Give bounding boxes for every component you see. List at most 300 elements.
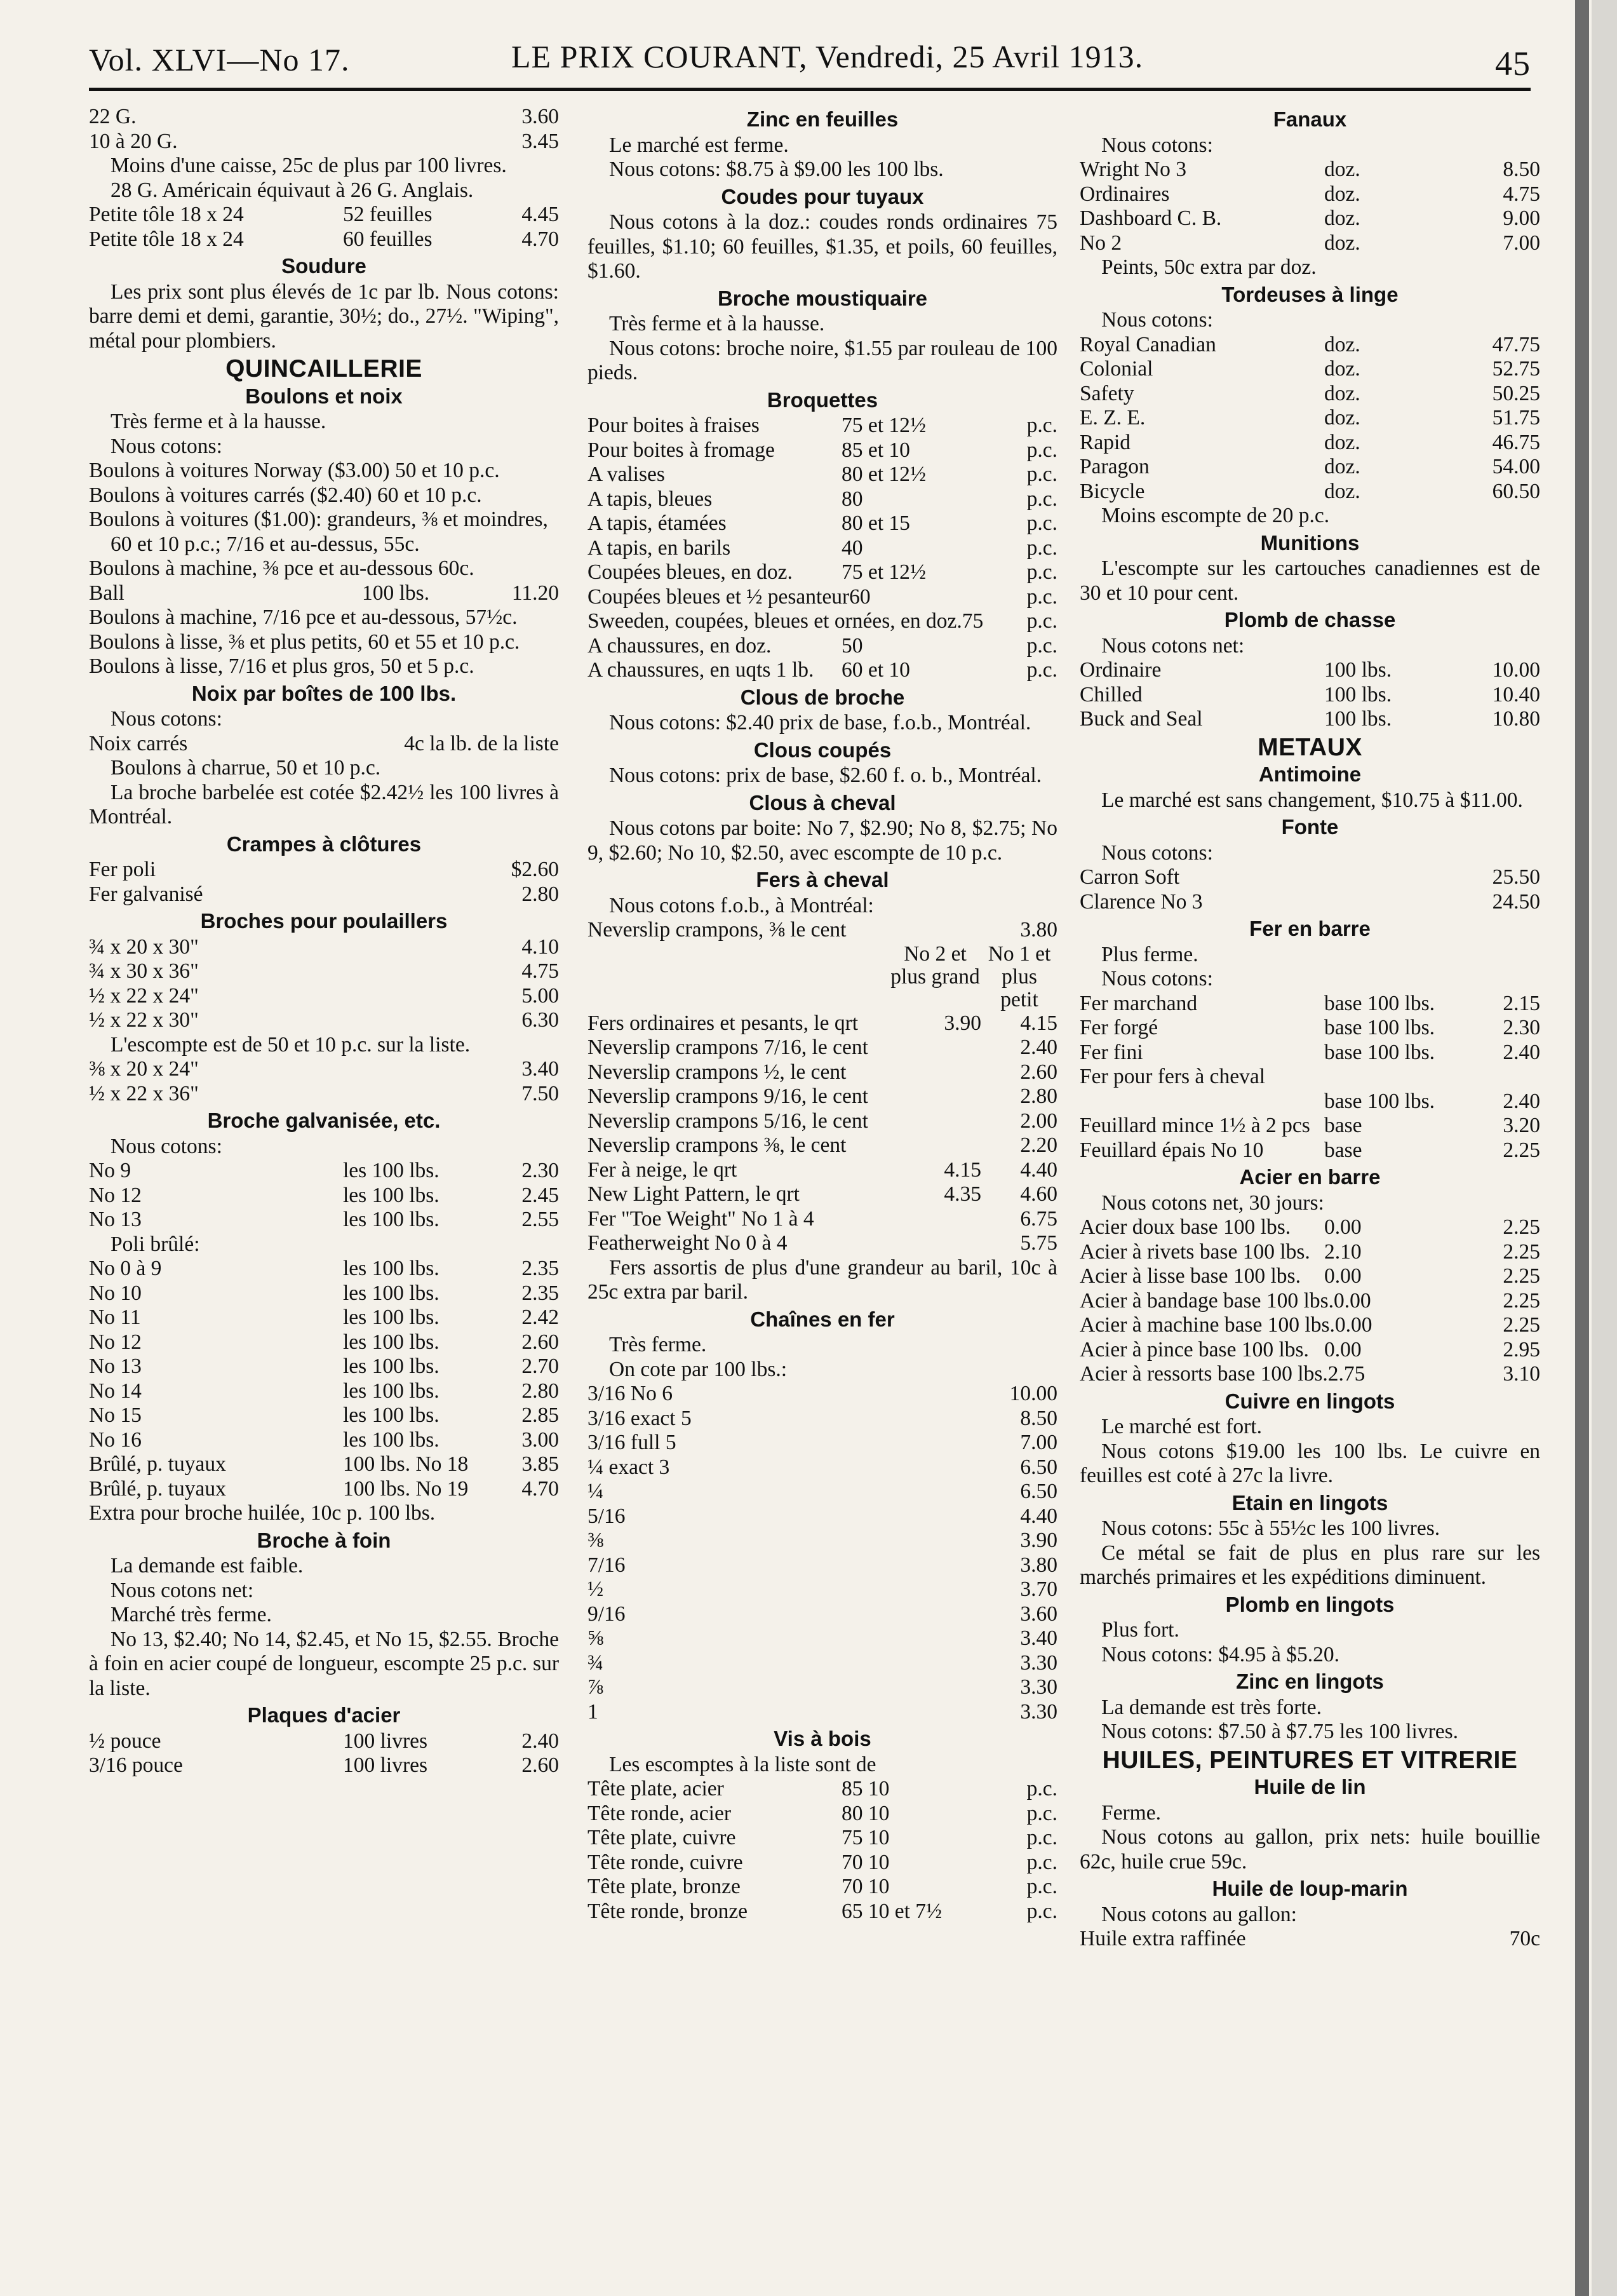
row-label: ¾ xyxy=(587,1651,604,1675)
row-label: ½ xyxy=(587,1577,604,1601)
table-row xyxy=(89,1354,559,1379)
section-title-fers-cheval: Fers à cheval xyxy=(756,868,889,891)
top-price-rows xyxy=(89,105,559,154)
noix-row xyxy=(89,732,559,757)
row-value: 10.40 xyxy=(1492,682,1540,706)
row-value: 3.45 xyxy=(521,129,559,153)
row-mid: base 100 lbs. xyxy=(1324,1040,1435,1064)
row-mid: 80 et 12½ xyxy=(842,463,927,486)
row-value: 60.50 xyxy=(1492,479,1540,503)
row-value: 2.55 xyxy=(521,1208,559,1231)
row-value: p.c. xyxy=(1026,1899,1057,1923)
list-item: Boulons à voitures carrés ($2.40) 60 et 10 p.c. xyxy=(89,483,482,507)
table-row xyxy=(89,1379,559,1404)
table-row xyxy=(587,487,1057,512)
row-label: A valises xyxy=(587,463,665,486)
row-mid: les 100 lbs. xyxy=(343,1354,439,1378)
row-value: 5.00 xyxy=(521,983,559,1008)
row-value: 6.50 xyxy=(1020,1480,1057,1503)
table-row xyxy=(1080,1289,1540,1314)
row-mid: 0.00 xyxy=(1324,1215,1362,1239)
chaines-intro xyxy=(587,1333,1057,1382)
row-value: 3.90 xyxy=(1020,1529,1057,1552)
table-row xyxy=(1080,992,1540,1016)
row-value: 3.60 xyxy=(1020,1602,1057,1626)
row-mid: 0.00 xyxy=(1324,1337,1362,1361)
moustiquaire-text xyxy=(587,312,1057,386)
row-value: 2.25 xyxy=(1503,1313,1540,1337)
text-line: Nous cotons: 55c à 55½c les 100 livres. xyxy=(1101,1516,1440,1540)
table-row xyxy=(587,1480,1057,1504)
row-value: 4.70 xyxy=(521,227,559,251)
row-value-1 xyxy=(889,1060,981,1085)
table-row xyxy=(89,1477,559,1502)
row-value-2: 2.40 xyxy=(1020,1036,1057,1059)
section-title-moustiquaire: Broche moustiquaire xyxy=(717,286,928,310)
section-title-coudes: Coudes pour tuyaux xyxy=(721,184,924,208)
row-label: Wright No 3 xyxy=(1080,158,1186,181)
row-label: Neverslip crampons 7/16, le cent xyxy=(587,1036,868,1059)
row-value: 2.15 xyxy=(1503,991,1540,1015)
row-label: Acier à machine base 100 lbs. xyxy=(1080,1313,1335,1337)
row-value: 3.80 xyxy=(1020,918,1057,942)
zinc-lingots-text xyxy=(1080,1696,1540,1745)
plomb-chasse-rows xyxy=(1080,658,1540,732)
table-row xyxy=(587,1109,1057,1134)
row-value: 4.10 xyxy=(521,935,559,959)
row-label: ½ x 22 x 36" xyxy=(89,1081,199,1105)
row-value: 2.30 xyxy=(1503,1016,1540,1039)
row-mid: 40 xyxy=(842,536,863,560)
row-mid: 100 lbs. No 18 xyxy=(343,1452,469,1476)
section-title-plomb-chasse: Plomb de chasse xyxy=(1224,608,1396,631)
row-value: 2.70 xyxy=(521,1354,559,1378)
table-row xyxy=(1080,865,1540,890)
row-mid: les 100 lbs. xyxy=(343,1257,439,1280)
table-row xyxy=(587,1826,1057,1851)
row-label: Feuillard épais No 10 xyxy=(1080,1138,1264,1162)
fers-header-col-2: No 1 et plus petit xyxy=(988,942,1051,1011)
row-value: p.c. xyxy=(1026,609,1057,633)
table-row xyxy=(1080,1215,1540,1240)
section-title-foin: Broche à foin xyxy=(257,1528,391,1552)
row-mid: 75 et 12½ xyxy=(842,560,927,584)
table-row xyxy=(89,1057,559,1082)
row-label: A chaussures, en uqts 1 lb. xyxy=(587,658,814,682)
table-row xyxy=(1080,231,1540,256)
row-value: 46.75 xyxy=(1492,430,1540,454)
row-value: 3.30 xyxy=(1020,1675,1057,1699)
row-label: No 15 xyxy=(89,1403,142,1427)
fer-fers-row xyxy=(1080,1090,1540,1114)
row-value: 2.95 xyxy=(1503,1337,1540,1361)
table-row xyxy=(1080,707,1540,732)
row-mid: les 100 lbs. xyxy=(343,1281,439,1305)
row-label: Fer poli xyxy=(89,858,156,881)
text-line: Ferme. xyxy=(1101,1800,1161,1825)
text-line: La demande est très forte. xyxy=(1101,1695,1322,1719)
text-line: Nous cotons: $8.75 à $9.00 les 100 lbs. xyxy=(609,158,944,181)
row-label: No 9 xyxy=(89,1159,131,1182)
row-value-1 xyxy=(889,1084,981,1109)
column-2 xyxy=(587,105,1057,2278)
row-mid: les 100 lbs. xyxy=(343,1379,439,1403)
list-item: Boulons à lisse, ⅜ et plus petits, 60 et 55 et 10 p.c. xyxy=(89,630,520,654)
section-title-loup-marin: Huile de loup-marin xyxy=(1212,1877,1408,1900)
table-row xyxy=(587,1602,1057,1627)
row-value: 11.20 xyxy=(511,581,559,605)
row-mid: doz. xyxy=(1324,182,1360,206)
row-mid: 60 xyxy=(849,584,871,609)
row-label: Neverslip crampons 5/16, le cent xyxy=(587,1109,868,1133)
row-value: 2.35 xyxy=(521,1281,559,1305)
table-row xyxy=(89,130,559,154)
table-row xyxy=(587,1651,1057,1676)
munitions-text: L'escompte sur les cartouches canadiennes est de 30 et 10 pour cent. xyxy=(1080,557,1540,605)
fers-first-row xyxy=(587,918,1057,943)
text-line: Nous cotons: xyxy=(111,434,222,458)
table-row xyxy=(1080,658,1540,683)
text-line: Le marché est ferme. xyxy=(609,133,789,157)
table-row xyxy=(587,1675,1057,1700)
row-label: No 11 xyxy=(89,1306,141,1329)
row-mid: 0.00 xyxy=(1324,1264,1362,1288)
table-row xyxy=(89,227,559,252)
table-row xyxy=(89,1729,559,1754)
row-value: p.c. xyxy=(1026,536,1057,560)
row-label: No 16 xyxy=(89,1428,142,1452)
row-value: 2.60 xyxy=(521,1753,559,1777)
row-value: 4.75 xyxy=(521,959,559,983)
row-label: Rapid xyxy=(1080,430,1131,454)
row-label: 5/16 xyxy=(587,1504,626,1528)
row-label: 22 G. xyxy=(89,105,137,128)
table-row xyxy=(1080,382,1540,407)
section-title-crampes: Crampes à clôtures xyxy=(226,832,422,856)
text-line: Le marché est fort. xyxy=(1101,1415,1262,1438)
poli-rows xyxy=(89,1257,559,1501)
row-label: Pour boites à fromage xyxy=(587,438,775,462)
row-value: p.c. xyxy=(1026,438,1057,462)
row-label: Feuillard mince 1½ à 2 pcs xyxy=(1080,1114,1310,1137)
table-row xyxy=(1080,683,1540,708)
section-title-vis: Vis à bois xyxy=(774,1727,871,1750)
text-line: Nous cotons au gallon, prix nets: huile bouillie 62c, huile crue 59c. xyxy=(1080,1825,1540,1874)
page-edge-margin xyxy=(1592,0,1617,2296)
row-value: p.c. xyxy=(1026,633,1057,658)
loup-row xyxy=(1080,1927,1540,1952)
table-row xyxy=(89,1257,559,1281)
section-title-munitions: Munitions xyxy=(1260,530,1360,555)
row-mid: 75 10 xyxy=(842,1826,890,1849)
text-line: On cote par 100 lbs.: xyxy=(609,1357,788,1381)
galv-intro: Nous cotons: xyxy=(111,1134,222,1158)
table-row xyxy=(89,1082,559,1107)
galv-extra: Extra pour broche huilée, 10c p. 100 lbs. xyxy=(89,1501,436,1525)
row-value: 3.70 xyxy=(1020,1577,1057,1601)
table-row xyxy=(1080,1041,1540,1065)
table-row xyxy=(89,1306,559,1330)
row-label: Neverslip crampons, ⅜ le cent xyxy=(587,918,847,942)
text-line: Moins d'une caisse, 25c de plus par 100 livres. xyxy=(111,154,507,177)
row-label: Fer marchand xyxy=(1080,991,1198,1015)
table-row xyxy=(587,1504,1057,1529)
table-row xyxy=(1080,1313,1540,1338)
text-line: La demande est faible. xyxy=(111,1554,304,1577)
row-mid: doz. xyxy=(1324,381,1360,405)
table-row xyxy=(587,1407,1057,1431)
text-line: Ce métal se fait de plus en plus rare sur les marchés primaires et les expéditions diminuent. xyxy=(1080,1541,1540,1589)
row-value-1 xyxy=(889,1133,981,1158)
table-row xyxy=(587,634,1057,659)
loup-intro: Nous cotons au gallon: xyxy=(1101,1902,1297,1926)
tole-rows xyxy=(89,203,559,252)
table-row xyxy=(587,1060,1057,1085)
row-mid: 70 10 xyxy=(842,1850,890,1874)
tordeuses-note: Moins escompte de 20 p.c. xyxy=(1101,504,1330,527)
acier-rows xyxy=(1080,1215,1540,1387)
row-mid: 50 xyxy=(842,633,863,658)
row-value: 10.00 xyxy=(1009,1382,1057,1405)
row-mid: 100 livres xyxy=(343,1753,428,1777)
row-label: A tapis, en barils xyxy=(587,536,731,560)
row-value: 2.40 xyxy=(1503,1040,1540,1064)
row-value-1: 4.35 xyxy=(944,1182,981,1206)
row-mid: base xyxy=(1324,1138,1362,1162)
table-row xyxy=(587,1431,1057,1455)
row-label: Fer fini xyxy=(1080,1040,1143,1064)
table-row xyxy=(1080,357,1540,382)
row-label: Coupées bleues, en doz. xyxy=(587,560,793,584)
row-value: 2.35 xyxy=(521,1257,559,1280)
row-label: Buck and Seal xyxy=(1080,707,1203,731)
row-value-2: 2.20 xyxy=(1020,1133,1057,1157)
fers-rows xyxy=(587,1011,1057,1256)
cuivre-text xyxy=(1080,1415,1540,1489)
row-mid: 100 livres xyxy=(343,1729,428,1753)
broquettes-rows xyxy=(587,414,1057,683)
table-row xyxy=(587,585,1057,610)
galv-rows xyxy=(89,1159,559,1232)
text-line: Très ferme et à la hausse. xyxy=(609,312,825,335)
volume-label: Vol. XLVI—No 17. xyxy=(89,42,350,78)
tordeuses-rows xyxy=(1080,333,1540,504)
row-label: Petite tôle 18 x 24 xyxy=(89,227,244,251)
row-label: Carron Soft xyxy=(1080,865,1180,889)
row-label: Chilled xyxy=(1080,682,1143,706)
section-title-chaines: Chaînes en fer xyxy=(750,1307,895,1331)
text-line: 28 G. Américain équivaut à 26 G. Anglais. xyxy=(111,178,474,202)
chaines-rows xyxy=(587,1382,1057,1724)
table-row xyxy=(1080,1264,1540,1289)
table-row xyxy=(1080,1016,1540,1041)
row-label: Tête ronde, cuivre xyxy=(587,1850,743,1874)
table-row xyxy=(587,536,1057,561)
row-value: 3.40 xyxy=(1020,1626,1057,1650)
row-value: 4.45 xyxy=(521,203,559,226)
plaques-rows xyxy=(89,1729,559,1778)
vis-rows xyxy=(587,1777,1057,1924)
text-line: Nous cotons net: xyxy=(111,1578,254,1602)
section-title-cuivre: Cuivre en lingots xyxy=(1224,1389,1395,1413)
row-label: Tête plate, bronze xyxy=(587,1875,741,1898)
row-value: p.c. xyxy=(1026,1850,1057,1874)
row-mid: 60 feuilles xyxy=(343,227,433,251)
row-mid: 85 et 10 xyxy=(842,438,910,462)
row-mid: les 100 lbs. xyxy=(343,1306,439,1329)
text-line: Très ferme et à la hausse. xyxy=(111,410,326,433)
row-label: ½ pouce xyxy=(89,1729,161,1753)
text-line: Boulons à charrue, 50 et 10 p.c. xyxy=(111,756,381,780)
row-mid: 0.00 xyxy=(1334,1288,1371,1313)
row-value: p.c. xyxy=(1026,414,1057,437)
row-label: No 12 xyxy=(89,1330,142,1354)
row-value: 2.60 xyxy=(521,1330,559,1354)
row-value-2: 6.75 xyxy=(1020,1206,1057,1231)
table-row xyxy=(89,203,559,227)
page-header xyxy=(89,35,1531,86)
row-value: 4c la lb. de la liste xyxy=(404,731,559,755)
row-label: Neverslip crampons ⅜, le cent xyxy=(587,1133,847,1157)
row-label: ¼ xyxy=(587,1480,604,1503)
row-value: 3.30 xyxy=(1020,1651,1057,1675)
row-value: 70c xyxy=(1509,1927,1540,1950)
row-value: p.c. xyxy=(1026,1875,1057,1898)
row-label: Fer forgé xyxy=(1080,1016,1158,1039)
section-title-galvanisee: Broche galvanisée, etc. xyxy=(207,1109,441,1132)
text-line: Plus ferme. xyxy=(1101,942,1198,966)
row-value: 7.50 xyxy=(521,1081,559,1105)
row-mid: base 100 lbs. xyxy=(1324,1089,1435,1113)
table-row xyxy=(89,1208,559,1232)
fer-barre-intro xyxy=(1080,943,1540,992)
row-label: Neverslip crampons 9/16, le cent xyxy=(587,1084,868,1108)
table-row xyxy=(89,105,559,130)
section-title-huiles: HUILES, PEINTURES ET VITRERIE xyxy=(1102,1746,1518,1774)
row-value: p.c. xyxy=(1026,1801,1057,1825)
row-mid: doz. xyxy=(1324,479,1360,503)
etain-text xyxy=(1080,1516,1540,1590)
row-mid: base 100 lbs. xyxy=(1324,991,1435,1015)
fers-intro: Nous cotons f.o.b., à Montréal: xyxy=(609,893,874,917)
foin-lines xyxy=(89,1554,559,1628)
row-mid: 70 10 xyxy=(842,1875,890,1898)
row-label: Ball xyxy=(89,581,124,605)
row-label: A chaussures, en doz. xyxy=(587,633,772,658)
list-item: Boulons à voitures ($1.00): grandeurs, ⅜ et moindres, 60 et 10 p.c.; 7/16 et au-dessus, 55c. xyxy=(89,508,548,556)
header-rule xyxy=(89,88,1531,91)
row-label: Coupées bleues et ½ pesanteur xyxy=(587,584,850,609)
row-value: 7.00 xyxy=(1503,231,1540,255)
row-label: ⅞ xyxy=(587,1675,604,1699)
row-mid: doz. xyxy=(1324,158,1360,181)
row-label: Fer galvanisé xyxy=(89,882,203,906)
list-item: Boulons à lisse, 7/16 et plus gros, 50 et 5 p.c. xyxy=(89,654,474,678)
fonte-intro: Nous cotons: xyxy=(1101,841,1213,865)
row-mid: les 100 lbs. xyxy=(343,1403,439,1427)
table-row xyxy=(89,1428,559,1453)
row-value: p.c. xyxy=(1026,1826,1057,1849)
row-value-1 xyxy=(889,1231,981,1256)
table-row xyxy=(89,1753,559,1778)
table-row xyxy=(587,1036,1057,1060)
row-value: 6.50 xyxy=(1020,1455,1057,1479)
poulaillers-rows xyxy=(89,935,559,1033)
table-row xyxy=(1080,333,1540,358)
row-value: 3.00 xyxy=(521,1428,559,1452)
row-label: 3/16 No 6 xyxy=(587,1382,673,1405)
row-label: No 13 xyxy=(89,1354,142,1378)
text-line: Nous cotons: broche noire, $1.55 par rouleau de 100 pieds. xyxy=(587,336,1057,384)
fer-fers-label: Fer pour fers à cheval xyxy=(1080,1065,1266,1088)
row-value: p.c. xyxy=(1026,584,1057,609)
row-label: No 13 xyxy=(89,1208,142,1231)
row-value: 2.42 xyxy=(521,1306,559,1329)
row-value: 7.00 xyxy=(1020,1431,1057,1454)
section-title-zinc-feuilles: Zinc en feuilles xyxy=(746,107,899,131)
row-label: Tête plate, acier xyxy=(587,1777,724,1800)
text-line: Nous cotons: xyxy=(1101,967,1213,990)
row-value: 25.50 xyxy=(1492,865,1540,889)
row-mid: 100 lbs. xyxy=(1324,682,1392,706)
row-label: 1 xyxy=(587,1699,598,1724)
row-value: 51.75 xyxy=(1492,406,1540,429)
row-mid: base 100 lbs. xyxy=(1324,1016,1435,1039)
row-label: New Light Pattern, le qrt xyxy=(587,1182,800,1206)
table-row xyxy=(587,1158,1057,1183)
row-value: 2.25 xyxy=(1503,1264,1540,1288)
row-label: ⅜ x 20 x 24" xyxy=(89,1057,199,1081)
row-label: Huile extra raffinée xyxy=(1080,1927,1246,1950)
row-value: 2.45 xyxy=(521,1183,559,1207)
table-row xyxy=(587,1207,1057,1232)
section-title-acier: Acier en barre xyxy=(1239,1165,1381,1189)
table-row xyxy=(89,935,559,960)
table-row xyxy=(1080,1338,1540,1363)
table-row xyxy=(1080,406,1540,431)
table-row xyxy=(1080,1114,1540,1138)
table-row xyxy=(587,1231,1057,1256)
row-label: 10 à 20 G. xyxy=(89,129,178,153)
column-3 xyxy=(1080,105,1540,2278)
row-mid: 80 10 xyxy=(842,1801,890,1825)
row-mid: doz. xyxy=(1324,206,1360,230)
row-mid: 75 et 12½ xyxy=(842,414,927,437)
row-value: 2.25 xyxy=(1503,1138,1540,1162)
table-row xyxy=(1080,431,1540,456)
row-mid: 100 lbs. No 19 xyxy=(343,1476,469,1501)
table-row xyxy=(587,463,1057,487)
table-row xyxy=(1080,158,1540,182)
row-value: 54.00 xyxy=(1492,455,1540,478)
clous-cheval-text: Nous cotons par boite: No 7, $2.90; No 8, $2.75; No 9, $2.60; No 10, $2.50, avec escompte de 10 p.c. xyxy=(587,816,1057,865)
row-value-2: 2.00 xyxy=(1020,1109,1057,1133)
row-mid: les 100 lbs. xyxy=(343,1159,439,1182)
table-row xyxy=(587,1626,1057,1651)
row-value: 4.75 xyxy=(1503,182,1540,206)
row-value: 2.80 xyxy=(521,1379,559,1403)
table-row xyxy=(89,882,559,907)
row-label: No 10 xyxy=(89,1281,142,1305)
row-value: 3.20 xyxy=(1503,1114,1540,1137)
row-value: 2.25 xyxy=(1503,1215,1540,1239)
vis-intro: Les escomptes à la liste sont de xyxy=(609,1752,876,1776)
text-line: Plus fort. xyxy=(1101,1618,1179,1642)
tordeuses-intro: Nous cotons: xyxy=(1101,308,1213,332)
table-row xyxy=(1080,1362,1540,1387)
section-title-poulaillers: Broches pour poulaillers xyxy=(200,909,448,933)
fers-header-col-1: No 2 et plus grand xyxy=(890,942,980,989)
